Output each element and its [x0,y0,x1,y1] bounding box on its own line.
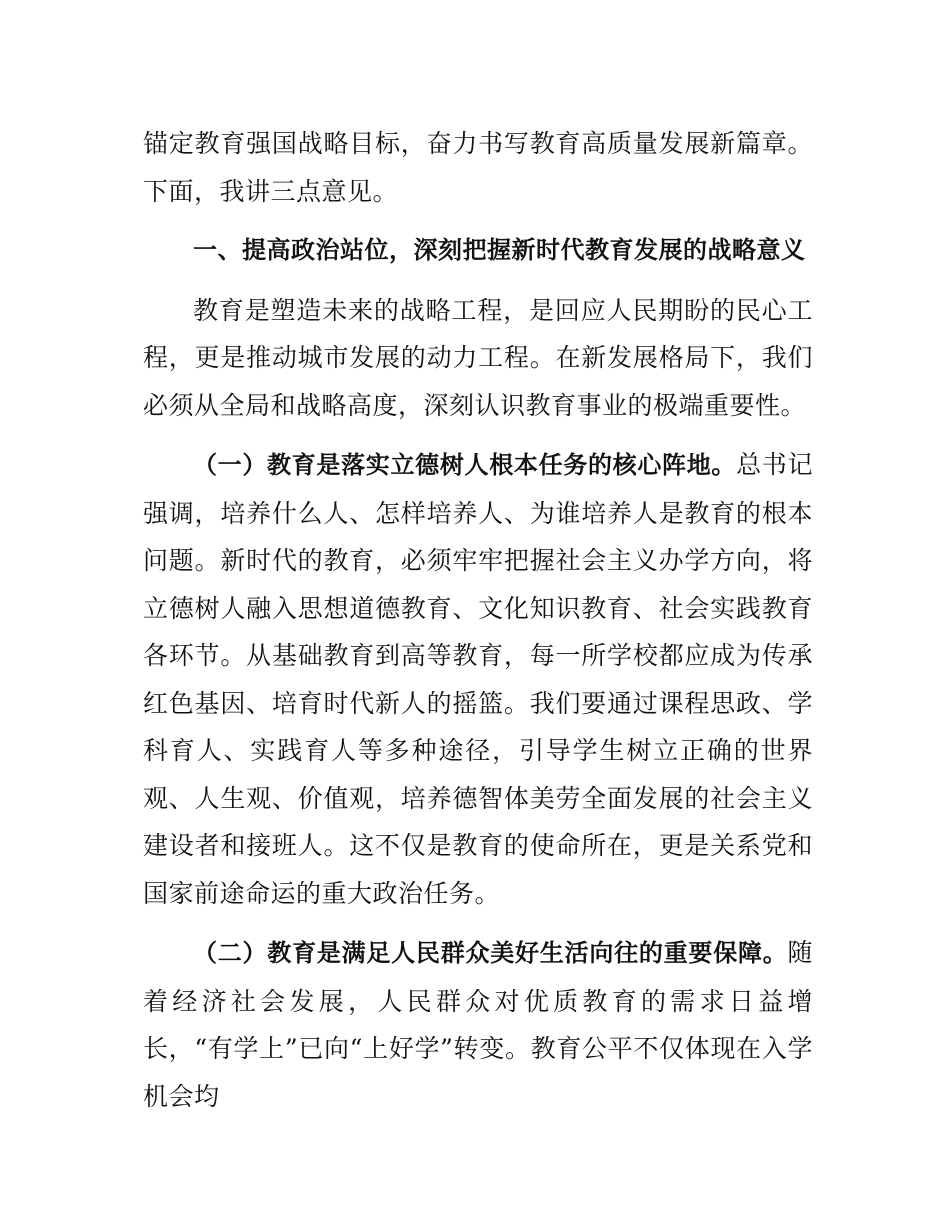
point-two-body: 随着经济社会发展，人民群众对优质教育的需求日益增长，“有学上”已向“上好学”转变。教育公平不仅体现在入学机会均 [143,938,813,1111]
intro-paragraph: 锚定教育强国战略目标，奋力书写教育高质量发展新篇章。下面，我讲三点意见。 [143,129,813,206]
document-page [143,120,813,1120]
point-one-paragraph [143,441,813,917]
point-one-lead: （一）教育是落实立德树人根本任务的核心阵地。 [193,451,737,479]
point-two-lead: （二）教育是满足人民群众美好生活向往的重要保障。 [193,939,788,967]
section-body-paragraph: 教育是塑造未来的战略工程，是回应人民期盼的民心工程，更是推动城市发展的动力工程。在新发展格局下，我们必须从全局和战略高度，深刻认识教育事业的极端重要性。 [143,295,813,420]
section-heading: 一、提高政治站位，深刻把握新时代教育发展的战略意义 [193,236,806,264]
point-one-body: 总书记强调，培养什么人、怎样培养人、为谁培养人是教育的根本问题。新时代的教育，必须牢牢把握社会主义办学方向，将立德树人融入思想道德教育、文化知识教育、社会实践教育各环节。从基础教育到高等教育，每一所学校都应成为传承红色基因、培育时代新人的摇篮。我们要通过课程思政、学科育人、实践育人等多种途径，引导学生树立正确的世界观、人生观、价值观，培养德智体美劳全面发展的社会主义建设者和接班人。这不仅是教育的使命所在，更是关系党和国家前途命运的重大政治任务。 [143,450,813,908]
point-two-paragraph [143,929,813,1120]
